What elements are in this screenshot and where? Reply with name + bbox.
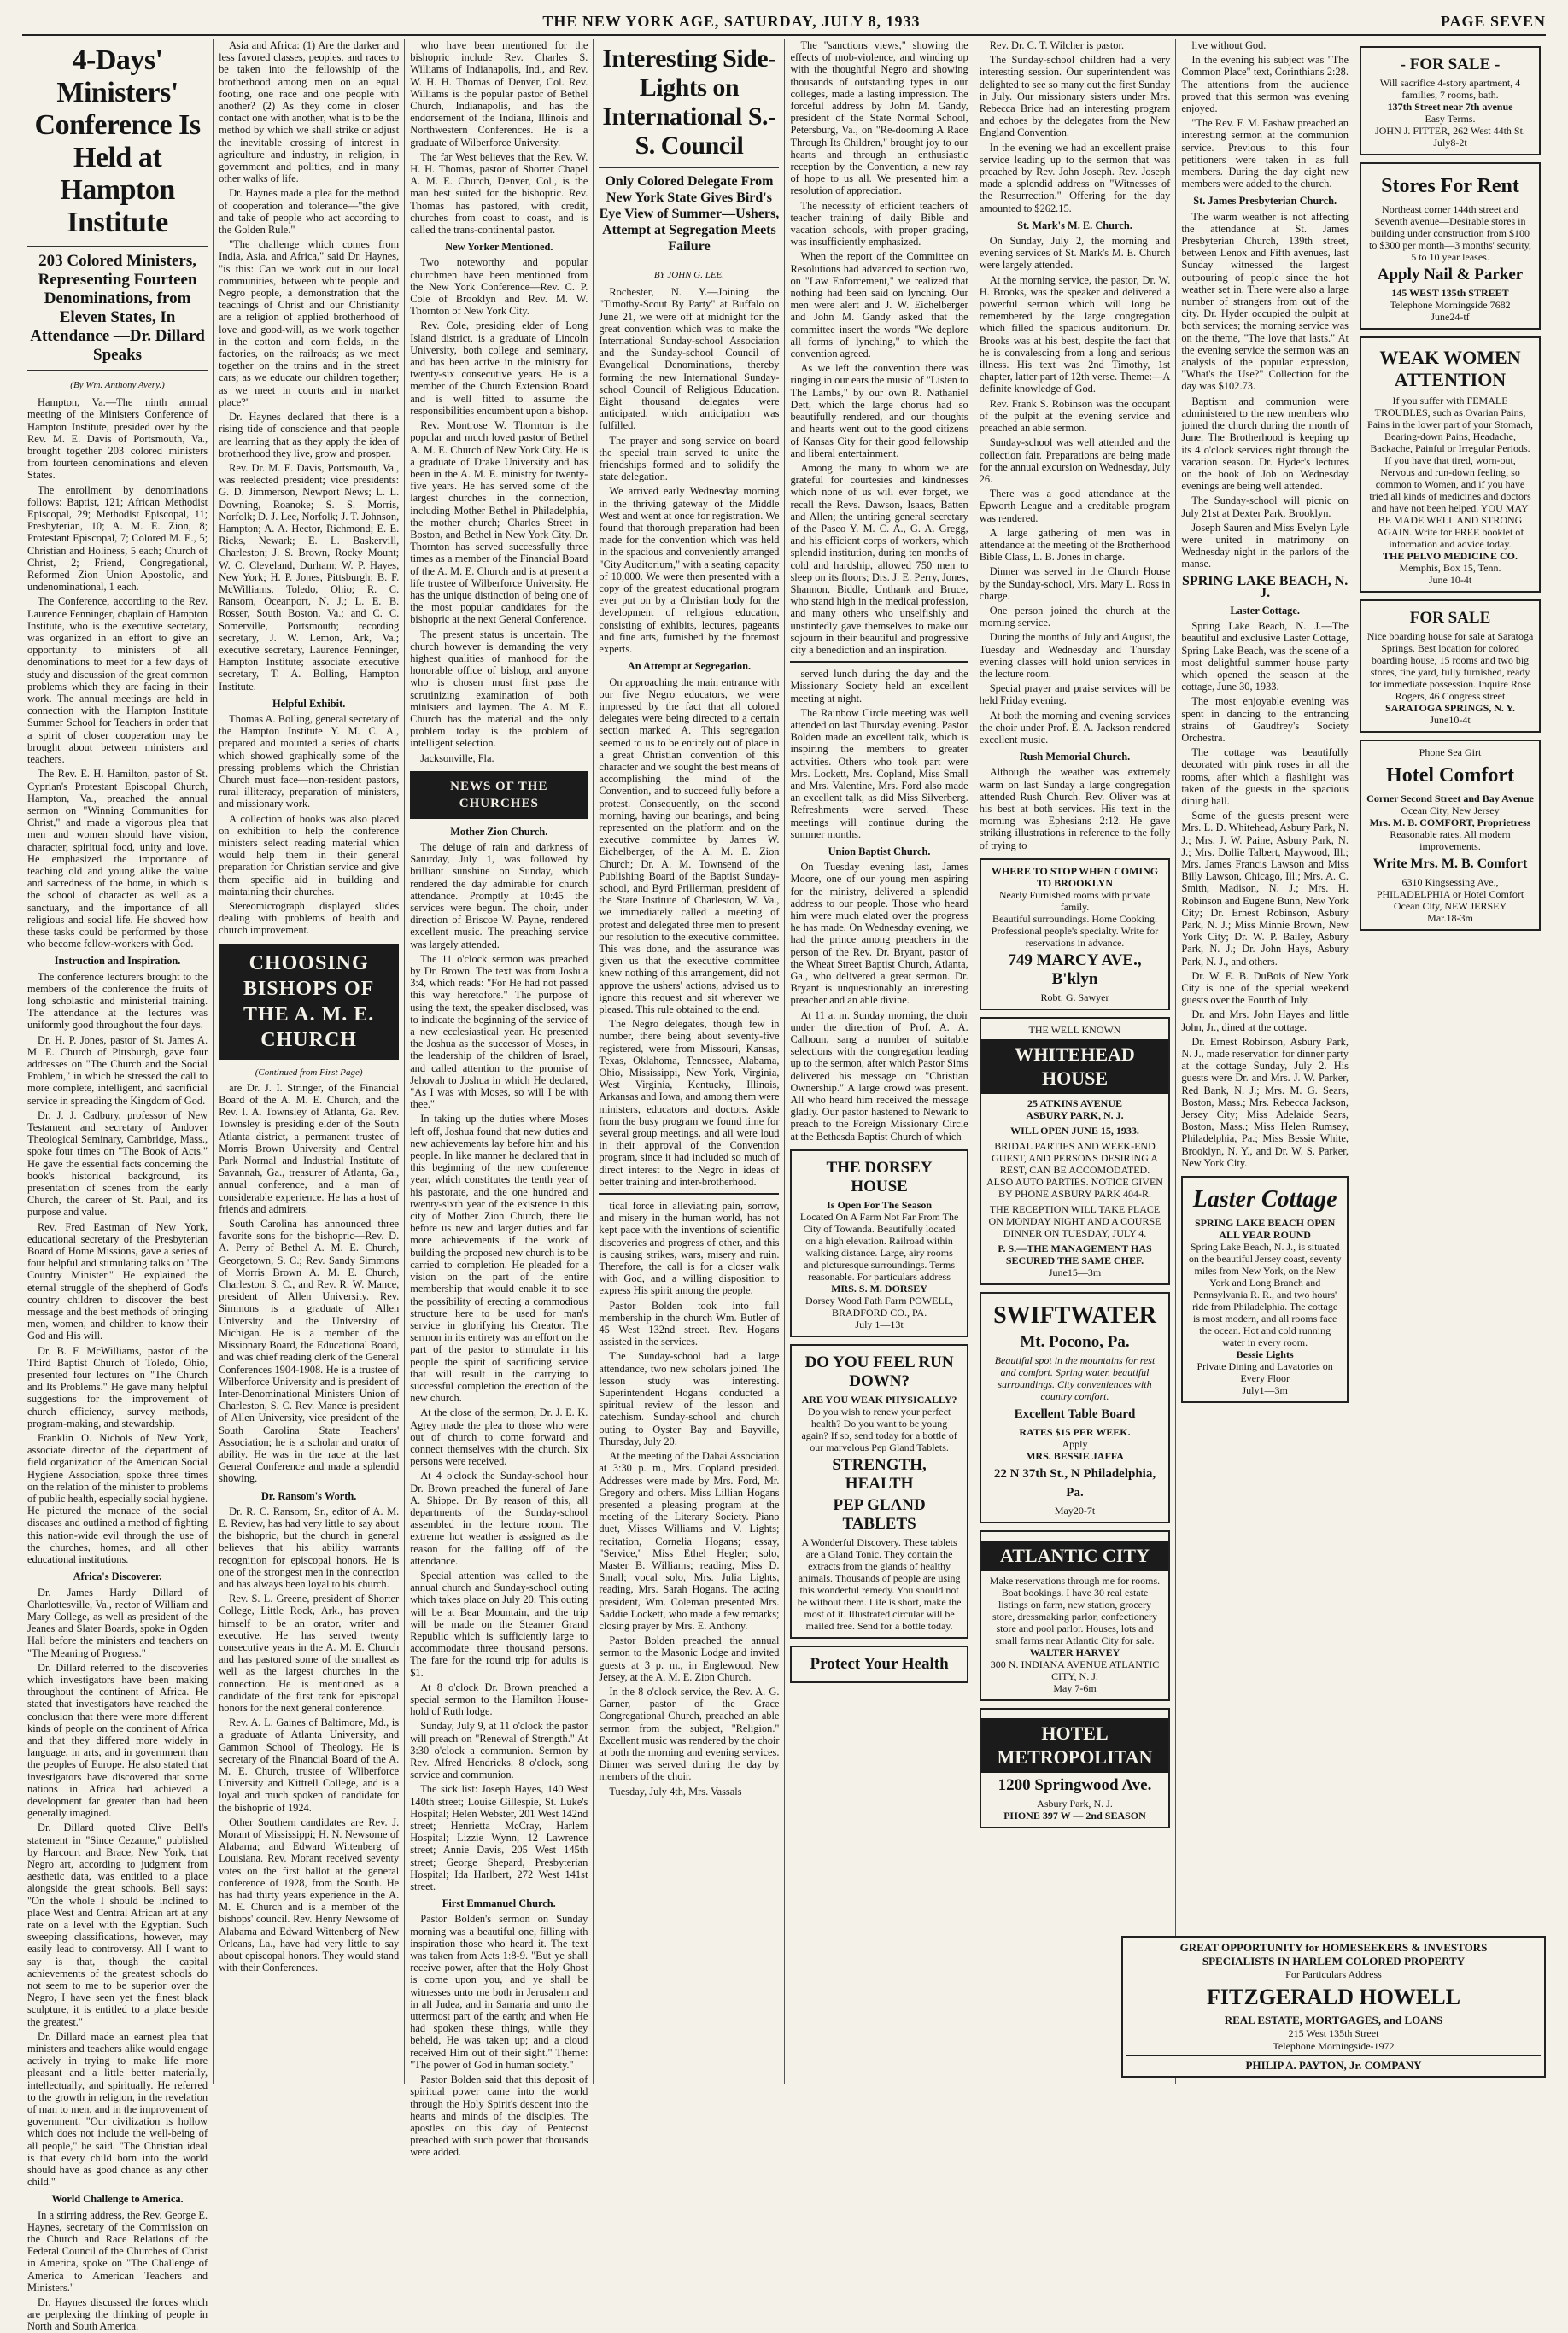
article-paragraph: Dr. and Mrs. John Hayes and little John, Jr., dined at the cottage. [1181,1009,1349,1033]
article-paragraph: When the report of the Committee on Resolutions had advanced to section two, on "Law Enforcement," we realized that nothing had been said on lynching. Our men were alert and J. W. Eichelberger and John M. Gandy asked that the committee insert the words "We deplore all forms of lynching," to which the convention agreed. [790,250,968,360]
ad-phone: PHONE 397 W — 2nd SEASON [1003,1809,1146,1821]
article-paragraph: In a stirring address, the Rev. George E. Haynes, secretary of the Commission on the Church and Race Relations of the Federal Council of the Churches of Christ in America, spoke on "The Challenge of America to American Teachers and Ministers." [27,2208,208,2294]
paragraph-group [980,235,1171,746]
article-paragraph: Although the weather was extremely warm on last Sunday a large congregation attended Rush Church. Rev. Oliver was at his best at both services. His text in the morning was Ephesians 2:12. He gave striking illustrations in reference to the folly of trying to [979,766,1171,851]
article-paragraph: Two noteworthy and popular churchmen have been mentioned from the New York Conference—Rev. C. P. Cole of Brooklyn and Rev. M. W. Thornton of New York City. [410,256,588,318]
paragraph-group [790,861,968,1143]
paragraph-group [27,1587,208,2189]
article-paragraph: tical force in alleviating pain, sorrow, and misery in the human world, has not kept pace with the inventions of scientific discoveries and progress of other, and this is causing strikes, wars, misery and ruin. Therefore, the call is for a closer walk with God, and a willing disposition to express His spirit among the people. [599,1200,780,1297]
ad-body: A Wonderful Discovery. These tablets are a Gland Tonic. They contain the extracts from the glands of healthy animals. Thousands of people are using this wonderful remedy. You should not be without them. Life is short, make the most of it. Illustrated circular will be mailed free. Send for a bottle today. [797,1535,962,1632]
article-paragraph: The Rev. E. H. Hamilton, pastor of St. Cyprian's Protestant Episcopal Church, Hampton, Va., preached the annual sermon on "Winning Communities for Christ," and made a vigorous plea that men and women should have vision, character, spiritual food, unity and love. He emphasized the importance of teaching old and young alike the value and sacredness of the home, in which is the school of character as well as a sanctuary, and the importance of all religious and social life. He showed how these tasks could be performed by those who become fellow-workers with God. [27,768,208,950]
ad-rates: RATES $15 PER WEEK. [1019,1425,1131,1438]
article-paragraph: Dr. R. C. Ransom, Sr., editor of A. M. E. Review, has had very little to say about the bishopric, but the church in general believes that his ability warrants recognition for episcopal honors. He is one of the strongest men in the connection and has always been loyal to his church. [219,1505,400,1590]
byline: (By Wm. Anthony Avery.) [70,380,165,390]
article-paragraph: The Sunday-school had a large attendance, two new scholars joined. The lesson study was interesting. Superintendent Hogans conducted a spiritual review of the lesson and catechism. Sunday-school and church outing to Oyster Bay and Bayville, Thursday, July 20. [599,1350,780,1447]
ad-apply: Apply Nail & Parker [1377,266,1524,284]
article-paragraph: Jacksonville, Fla. [420,751,494,764]
ad-sub: Private Dining and Lavatories on Every Floor [1196,1360,1333,1385]
article-paragraph: Dr. Dillard quoted Clive Bell's statement in "Since Cezanne," published by Harcourt and Brace, New York, that Negro art, according to judgment from aesthetic data, was entitled to a place alongside the great schools. Bell says: "On the whole I should be inclined to place West and Central African art at any rate on a level with the Egyptian. Such sweeping classifications, however, may easily lead to controversy. All I want to say is that, though the capital achievements of the greatest schools do not seem to me to be superior over the Negro, I have seen yet the finest black sculpture, it is entitled to a place beside the greatest." [27,1821,208,2028]
ad-sub: Mt. Pocono, Pa. [1020,1332,1130,1351]
column-5 [785,39,974,2084]
ad-line: PHILIP A. PAYTON, Jr. COMPANY [1126,2055,1541,2073]
ad-apply: Apply [1062,1437,1088,1450]
article-paragraph: At both the morning and evening services the choir under Prof. E. A. Jackson rendered excellent music. [979,709,1171,746]
article-paragraph: Dr. J. J. Cadbury, professor of New Testament and secretary of Andover Theological Seminary, Cambridge, Mass., spoke four times on "The Book of Acts." He gave the essential facts concerning the book's historical background, its presentation of scenes from the early Church, the career of St. Paul, and its purpose and value. [27,1108,208,1219]
article-paragraph: On Sunday, July 2, the morning and evening services of St. Mark's M. E. Church were largely attended. [979,235,1171,272]
section-subhead: St. James Presbyterian Church. [1193,195,1337,208]
article-paragraph: The Sunday-school children had a very interesting session. Our superintendent was delighted to see so many out the first Sunday in July. Our missionary sisters under Mrs. Rebecca Brice had an interesting program and echoes by the delegates from the New England Convention. [979,54,1171,139]
section-subhead: Dr. Ransom's Worth. [260,1489,357,1502]
article-paragraph: Some of the guests present were Mrs. L. D. Whitehead, Asbury Park, N. J.; Mrs. J. W. Paine, Asbury Park, N. J.; Mrs. Dollie Talbert, Maywood, Ill.; Mrs. James Francis Lawson and Miss Billy Lawson, Chicago, Ill.; Mrs. A. C. Smith, Madison, N. J.; Mrs. H. Robinson and Eugene Bunn, New York City; Dr. Ernest Robinson, Asbury Park, N. J.; Miss Minnie Brown, New York City; Dr. W. P. Bailey, Asbury Park, N. J.; Dr. John Hays, Asbury Park, N. J., and others. [1181,810,1349,968]
ad-stores-for-rent [1360,162,1541,330]
section-subhead: Laster Cottage. [1230,604,1300,617]
divider [599,1193,779,1195]
article-paragraph: "The Rev. F. M. Fashaw preached an interesting sermon at the communion service. Previous to this four petitioners were taken in as full members. During the day eight new members were added to the church. [1181,117,1349,190]
ad-title: - FOR SALE - [1400,56,1501,73]
article-paragraph: The deluge of rain and darkness of Saturday, July 1, was followed by brilliant sunshine on Sunday, which rendered the day admirable for church attendance. Promptly at 10:45 the services were begun. The choir, under direction of Briscoe W. Payne, rendered excellent music. The preaching service was largely attended. [410,840,588,950]
article-subhead-council: Only Colored Delegate From New York State Gives Bird's Eye View of Summer—Ushers, Attempt at Segregation Meets Failure [599,167,779,260]
ad-line: Is Open For The Season [827,1198,933,1211]
article-paragraph: The "sanctions views," showing the effects of mob-violence, and winding up with the thoughtful Negro and showing thousands of outstanding types in our colleges, made a lasting impression. The forceful address by John M. Gandy, president of the State Normal School, Petersburg, Va., on "Re-dooming A Race Through Its Children," brought joy to our hearts and through an enthusiastic reception by the Convention, a new ray of hope to us all. We presented him a resolution of appreciation. [790,39,968,197]
ad-write: Write Mrs. M. B. Comfort [1372,857,1528,871]
ad-title: SWIFTWATER [993,1301,1156,1329]
paragraph-group [1181,39,1349,190]
article-paragraph: The conference lecturers brought to the members of the conference the fruits of long scholastic and ministerial training. The attendance at the lectures was uniformly good throughout the four days. [27,970,208,1032]
ad-body: P. S.—THE MANAGEMENT HAS SECURED THE SAME CHEF. [998,1242,1152,1266]
page-number: PAGE SEVEN [1440,12,1546,30]
ad-title: Stores For Rent [1381,175,1519,197]
article-paragraph: In taking up the duties where Moses left off, Joshua found that new duties and new achievements lay before him and his people. In like manner he declared that in this beginning of the new conference year, which constitutes the tenth year of his pastorate, and the one hundred and twenty-sixth year of the existence in this city of Mother Zion Church, there lie before us new and larger duties and far more achievements if the work of building the proposed new church is to be carried to completion. He pleaded for a vision on the part of the entire membership that would enable it to see the possibility of erecting a commodious structure here to be used for man's service in glorifying his Creator. The sermon in its entirety was an effort on the part of the pastor to stimulate in his people the spirit of sacrificing service that will result in the carrying to successful completion the erection of the new church. [410,1113,588,1405]
article-paragraph: Pastor Bolden's sermon on Sunday morning was a beautiful one, filling with inspiration those who heard it. The text was taken from Acts 1:8-9. "But ye shall receive power, after that the Holy Ghost is come upon you, and ye shall be witnesses unto me both in Jerusalem and in all Judea, and in Samaria and unto the uttermost part of the earth; and when He had spoken these things, while they beheld, He was taken up; and a cloud received Him out of their sight." Theme: "The power of God in human society." [410,1913,588,2071]
ad-name: THE PELVO MEDICINE CO. [1383,550,1518,562]
article-paragraph: At 11 a. m. Sunday morning, the choir under the direction of Prof. A. A. Calhoun, sang a number of suitable selections with the congregation leading up to the sermon, after which Pastor Sims delivered his message on "Christian Ownership." A large crowd was present. All who heard him received the message gladly. Our pastor hastened to Newark to preach to the Foreign Missionary Circle at the Bethesda Baptist Church of which [790,1009,968,1143]
columns [22,39,1546,2333]
ad-terms: Easy Terms. [1425,113,1476,125]
ad-title: Hotel Comfort [1386,764,1514,786]
ad-name: JOHN J. FITTER, 262 West 44th St. [1375,125,1525,137]
paragraph-group [410,841,588,1892]
ad-pre: Phone Sea Girt [1419,746,1482,758]
paragraph-group [27,396,208,950]
ad-fitzgerald-howell [1121,1936,1546,2078]
ad-title: WHERE TO STOP WHEN COMING TO BROOKLYN [991,864,1159,889]
article-paragraph: Rev. Dr. M. E. Davis, Portsmouth, Va., was reelected president; vice presidents: G. D. Jimmerson, Newport News; L. L. Downing, Roanoke; S. S. Morris, Norfolk; D. J. Lee, Norfolk; J. T. Johnson, Hampton; A. A. Hector, Richmond; E. E. Ricks, Newark; E. L. Baskervill, Charleston; J. S. Brown, Rocky Mount; W. C. Cleveland, Durham; W. P. Hayes, New York; H. P. Jones, Pittsburgh; B. F. McWilliams, Toledo, Ohio; R. C. Ransom, Oceanport, N. J.; L. E. B. Rosser, South Boston, Va.; and C. C. Somerville, Portsmouth; recording secretary, J. W. Lemon, Ark, Va.; executive secretary, Laurence Fenninger, Hampton Institute; associate executive secretary, T. A. Bolling, Hampton Institute. [219,461,400,693]
continued-note: (Continued from First Page) [255,1067,363,1078]
article-headline-bishops: CHOOSING BISHOPS OF THE A. M. E. CHURCH [219,944,399,1060]
article-paragraph: Dr. H. P. Jones, pastor of St. James A. M. E. Church of Pittsburgh, gave four addresses on "The Church and the Social Problem," in which he stressed the call to more complete, intelligent, and sacrificial service in spreading the Kingdom of God. [27,1033,208,1107]
article-paragraph: Rev. Frank S. Robinson was the occupant of the pulpit at the evening service and preached an able sermon. [979,397,1171,435]
column-2 [214,39,405,2084]
ad-address: 6310 Kingsessing Ave., PHILADELPHIA or Hotel Comfort Ocean City, NEW JERSEY [1376,876,1524,912]
article-paragraph: Dr. Haynes made a plea for the method of cooperation and tolerance—"the give and take of people who act according to the Golden Rule." [219,187,400,237]
article-paragraph: Special attention was called to the annual church and Sunday-school outing which takes place on July 20. This outing will be at Bear Mountain, and the trip will be made on the Steamer Grand Republic which is sufficiently large to accommodate three thousand persons. The fare for the round trip for adults is $1. [410,1569,588,1679]
paragraph-group [219,1506,399,1974]
paragraph-group [27,2209,208,2333]
ad-city: Ocean City, New Jersey [1401,804,1500,816]
ad-body: Do you wish to renew your perfect health? Do you want to be young again? If so, send today for a bottle of our marvelous Pep Gland Tablets. [801,1405,957,1453]
article-subhead-hampton: 203 Colored Ministers, Representing Fourteen Denominations, from Eleven States, In Attendance —Dr. Dillard Speaks [27,246,208,371]
ad-body: Located On A Farm Not Far From The City of Towanda. Beautifully located on a high elevation. Railroad within walking distance. Large, airy rooms and picturesque surroundings. Terms reasonable. For particulars address [799,1210,959,1283]
masthead-title: THE NEW YORK AGE, SATURDAY, JULY 8, 1933 [542,12,921,30]
article-paragraph: The Rainbow Circle meeting was well attended on last Thursday evening. Pastor Bolden made an excellent talk, which is inspiring the members to greater activities. Others who took part were Mrs. Lockett, Mrs. Copland, Miss Small and Mrs. Valentine, Mrs. Ford also made an excellent talk, as did Miss Silverberg. Refreshments were served. These meetings will continue during the summer months. [790,706,968,840]
ad-line: SPECIALISTS IN HARLEM COLORED PROPERTY [1202,1955,1466,1968]
article-paragraph: The enrollment by denominations follows: Baptist, 121; African Methodist Episcopal, 29; Methodist Episcopal, 11; Presbyterian, 10; A. M. E. Zion, 8; Protestant Episcopal, 7; Colored M. E., 5; Christian and Holiness, 5 each; Church of Christ, 2; Friend, Congregational, Reformed Zion Union Apostolic, and undenominational, 1 each. [27,483,208,593]
article-headline-hampton: 4-Days' Ministers' Conference Is Held at Hampton Institute [34,44,201,238]
article-paragraph: Pastor Bolden said that this deposit of spiritual power came into the world through the Holy Spirit's descent into the hearts and minds of the disciples. The apostles on this day of Pentecost preached with such power that thousands were added. [410,2073,588,2159]
section-subhead: An Attempt at Segregation. [627,660,752,673]
ad-body: Reasonable rates. All modern improvements. [1390,828,1511,852]
ad-date: July 1—13t [855,1318,904,1330]
article-paragraph: We arrived early Wednesday morning in the thriving gateway of the Middle West and went at once for registration. We found that thorough preparation had been made for the convention which was held in the spacious and conveniently arranged "City Auditorium," with a seating capacity of 10,000. We were then presented with a copy of the greatest educational program ever put on by a Christian body for the development of religious education, consisting of exhibits, lectures, pageants and fine arts, furnished by the foremost experts. [599,485,780,656]
column-6 [974,39,1177,2084]
article-paragraph: The necessity of efficient teachers of teacher training of daily Bible and vacation schools, with proper grading, was insufficiently emphasized. [790,199,968,249]
paragraph-group [219,713,399,937]
article-paragraph: Dr. Ernest Robinson, Asbury Park, N. J., made reservation for dinner party at the cottage Sunday, July 2. His guests were Dr. and Mrs. J. W. Parker, Red Bank, N. J.; Mrs. M. G. Sears, Boston, Mass.; Mrs. Rebecca Jackson, Jersey City; Miss Adelaide Sears, Boston, Mass.; Miss Helen Rumsey, Philadelphia, Pa.; Miss Bessie White, Brooklyn, N. Y., and Dr. W. S. Parker, New York City. [1181,1035,1349,1169]
ad-address: 137th Street near 7th avenue [1387,101,1513,113]
article-paragraph: Rev. Cole, presiding elder of Long Island district, is a graduate of Lincoln University, both college and seminary, and has been active in the ministry for twenty-six consecutive years. He is a member of the Church Extension Board and is well fitted to assume the responsibilities encumbent upon a bishop. [410,319,588,417]
paragraph-group [1181,620,1349,1169]
ad-hotel-comfort [1360,740,1541,931]
article-paragraph: A collection of books was also placed on exhibition to help the conference ministers select reading material which would help them in their general preparation for Christian service and give them specific aid in building and maintaining their churches. [219,812,400,898]
section-subhead: First Emmanuel Church. [442,1897,556,1910]
article-paragraph: The most enjoyable evening was spent in dancing to the entrancing strains of Gaudfrey's Society Orchestra. [1181,695,1349,744]
article-paragraph: Rev. S. L. Greene, president of Shorter College, Little Rock, Ark., has proven himself to be an orator, writer and executive. He has served twenty consecutive years in the A. M. E. Church and has pastored some of the smallest as well as the largest churches in the connection. He is mentioned as a candidate of the first rank for episcopal honors for the next general conference. [219,1593,400,1714]
column-4 [594,39,785,2084]
paragraph-group [1181,211,1349,570]
ad-atlantic-city [980,1530,1171,1701]
article-paragraph: are Dr. J. I. Stringer, of the Financial Board of the A. M. E. Church, and the Rev. I. A. Townsley of Atlanta, Ga. Rev. Townsley is presiding elder of the South Atlanta district, a permanent trustee of Morris Brown University and Central Park Normal and Industrial Institute of Savannah, Ga., treasurer of Atlanta, Ga., annual conference, and a man of considerable experience. He has a host of friends and admirers. [219,1081,400,1215]
article-paragraph: The 11 o'clock sermon was preached by Dr. Brown. The text was from Joshua 3:4, which reads: "For He had not passed this way heretofore." The purpose of using the text, the speaker disclosed, was to indicate the beginning of the service of a new ecclesiastical year. He presented the Joshua as the successor of Moses, in the leadership of the children of Israel, and called attention to the promise of Jehovah to Joshua in which He declared, "As I was with Moses, so will I be with thee." [410,952,588,1111]
section-subhead: Africa's Discoverer. [73,1570,162,1583]
ad-address: 215 West 135th Street [1288,2027,1379,2039]
article-paragraph: Joseph Sauren and Miss Evelyn Lyle were united in matrimony on Wednesday night in the parlors of the manse. [1181,521,1349,570]
article-paragraph: At 4 o'clock the Sunday-school hour Dr. Brown preached the funeral of Jane A. Shippe. Dr. By reason of this, all departments of the Sunday-school assembled in the lecture room. The extreme hot weather is assigned as the reason for the falling off of the attendance. [410,1470,588,1567]
article-paragraph: who have been mentioned for the bishopric include Rev. Charles S. Williams of Indianapolis, Ind., and Rev. W. H. H. Thomas of Denver, Col. Rev. Williams is the popular pastor of Bethel Church, Indianapolis, and has the endorsement of the Indiana, Illinois and Northwestern Conferences. He is a graduate of Wilberforce University. [410,39,588,149]
article-paragraph: Dinner was served in the Church House by the Sunday-school, Mrs. Mary L. Ross in charge. [979,565,1171,602]
article-paragraph: served lunch during the day and the Missionary Society held an excellent meeting at night. [790,668,968,705]
ad-phone: Telephone Morningside-1972 [1273,2040,1395,2052]
ad-date: May20-7t [1054,1504,1096,1517]
ad-body: Northeast corner 144th street and Seventh avenue—Desirable stores in building under construction from $100 to $300 per month—3 months' security, 5 to 10 year leases. [1368,203,1532,263]
ad-protect-health [790,1646,968,1683]
ad-address: 1200 Springwood Ave. [998,1775,1152,1794]
ad-line: ARE YOU WEAK PHYSICALLY? [801,1393,957,1406]
article-paragraph: On Tuesday evening last, James Moore, one of our young men aspiring for the ministry, delivered a splendid address to our people. Those who heard him were much elated over the progress he has made. On Wednesday evening, we had the prince among preachers in the person of the Rev. Dr. Bryant, pastor of the Wheat Street Baptist Church, Atlanta, Ga., who delivered a great sermon. Dr. Bryant is unquestionably an interesting preacher and an able divine. [790,861,968,1007]
byline: BY JOHN G. LEE. [653,270,725,280]
ad-line: Beautiful surroundings. Home Cooking. [992,912,1157,925]
article-paragraph: Special prayer and praise services will be held Friday evening. [979,682,1171,707]
article-paragraph: Dr. James Hardy Dillard of Charlottesville, Va., rector of William and Mary College, as well as president of the Jeanes and Slater Boards, spoke in Ogden Hall before the ministers and teachers on "The Meaning of Progress." [27,1586,208,1659]
article-paragraph: Rev. Montrose W. Thornton is the popular and much loved pastor of Bethel A. M. E. Church of New York City. He is a graduate of Drake University and has been in the A. M. E. ministry for twenty-five years. He has served some of the largest churches in the connection, including Mother Bethel in Philadelphia, the mother church; Charles Street in Boston, and Bethel in New York City. Dr. Thornton has served successfully three times as a member of the Financial Board of the A. M. E. Church and is at present a life trustee of Wilberforce University. He has the unique distinction of being one of the most popular candidates for the bishopric at the next General Conference. [410,419,588,626]
ad-name: MRS. BESSIE JAFFA [1026,1449,1124,1462]
article-paragraph: The sick list: Joseph Hayes, 140 West 140th street; Louise Gillespie, St. Luke's Hospital; Helen Webster, 201 West 142nd street; Henrietta McCray, Harlem Hospital; Lizzie Wynn, 12 Lawrence street; Annie Davis, 205 West 145th street; George Shepard, Presbyterian Hospital; Ida Harlbert, 272 West 141st street. [410,1783,588,1893]
ad-address: Dorsey Wood Path Farm POWELL, BRADFORD CO., PA. [805,1294,954,1319]
ad-laster-cottage [1181,1176,1349,1403]
ad-title: HOTEL METROPOLITAN [981,1718,1169,1773]
article-paragraph: Dr. Haynes declared that there is a rising tide of conscience and that people are learning that as they apply the idea of brotherhood they live, grow and prosper. [219,411,400,459]
paragraph-group [599,1200,779,1798]
ad-date: July8-2t [1433,137,1467,149]
ad-title: WHITEHEAD HOUSE [981,1039,1169,1094]
ad-line: STRENGTH, HEALTH [832,1455,927,1493]
article-paragraph: Stereomicrograph displayed slides dealing with problems of health and church improvement. [219,900,400,937]
column-3 [405,39,594,2159]
article-paragraph: Spring Lake Beach, N. J.—The beautiful and exclusive Laster Cottage, Spring Lake Beach, was the scene of a most delightful summer house party which opened the season at the cottage, June 30, 1933. [1181,620,1349,693]
section-headline-churches: NEWS OF THE CHURCHES [410,771,588,819]
article-paragraph: Thomas A. Bolling, general secretary of the Hampton Institute Y. M. C. A., prepared and mounted a series of charts which showed graphically some of the pressing problems which the Christian Church must face—non-resident pastors, rural illiteracy, preparation of ministers, and missionary work. [219,712,400,810]
paragraph-group [599,286,779,655]
ad-body: THE RECEPTION WILL TAKE PLACE ON MONDAY NIGHT AND A COURSE DINNER ON TUESDAY, JULY 4. [988,1202,1161,1239]
article-paragraph: The present status is uncertain. The church however is demanding the very highest qualities of manhood for the honorable office of bishop, and anyone who is chosen must first pass the scrutinizing examination of both ministers and laymen. The A. M. E. Church has the material and the only problem today is the problem of intelligent selection. [410,628,588,750]
ad-body: Make reservations through me for rooms. Boat bookings. I have 30 real estate listings on farm, new station, grocery store, dressmaking parlor, confectionery store and pool parlor. Houses, lots and small farms near Atlantic City for sale. [989,1574,1161,1646]
ad-name: FITZGERALD HOWELL [1207,1985,1460,2009]
section-subhead: World Challenge to America. [51,2193,184,2206]
ad-date: June15—3m [1048,1266,1102,1278]
ad-body: BRIDAL PARTIES AND WEEK-END GUEST, AND PERSONS DESIRING A REST, CAN BE ACCOMODATED. ALSO AUTO PARTIES. NOTICE GIVEN BY PHONE ASBURY PARK 404-R. [986,1139,1163,1200]
article-paragraph: At 8 o'clock Dr. Brown preached a special sermon to the Hamilton House-hold of Ruth lodge. [410,1681,588,1718]
article-paragraph: Asia and Africa: (1) Are the darker and less favored classes, peoples, and races to be taken into the fellowship of the brotherhood among men on an equal footing, one race and one people with another? (2) As they come in closer contact one with another, what is to be the method by which we shall strike or adjust the inevitable crossing of interest in agriculture and industry, in religion, in government and politics, and in many other walks of life. [219,39,400,185]
article-paragraph: Sunday-school was well attended and the collection fair. Preparations are being made for the annual excursion on Wednesday, July 26. [979,436,1171,485]
article-paragraph: One person joined the church at the morning service. [979,604,1171,629]
article-paragraph: At the morning service, the pastor, Dr. W. H. Brooks, was the speaker and delivered a powerful sermon which will long be remembered by the large congregation which filled the spacious auditorium. Dr. Brooks was at his best, despite the fact that he is convalescing from a long and serious illness. His text was 2nd Timothy, 1st chapter, latter part of 12th verse. Theme:—A definite knowledge of God. [979,273,1171,395]
paragraph-group [980,766,1171,851]
ad-pep-gland [790,1344,968,1639]
ad-city: Asbury Park, N. J. [1037,1797,1113,1810]
ad-address: 300 N. INDIANA AVENUE ATLANTIC CITY, N. J. [990,1658,1160,1682]
article-paragraph: On approaching the main entrance with our five Negro educators, we were impressed by the fact that all colored delegates were being directed to a certain section marked A. This segregation seemed to us to be entirely out of place in a great Christian convention of this character and we sought the best means of accomplishing the mind of the Convention, and to succeed fully before a protest. Consequently, on the second morning, having our bearings, and being represented on the platform and on the executive committee by James W. Eichelberger, of the A. M. E. Zion Church; Dr. A. M. Townsend of the Publishing Board of the Baptist Sunday-school, and Byrd Prillerman, president of the State Institute of Charleston, W. Va., we immediately called a meeting of protest and delegated three men to present our resolution to the executive committee. This was done, and the assurance was given us that the executive committee knew nothing of this arrangement, did not approve the ushers' actions, advised us to ignore this request and sit wherever we pleased. This rule obtained to the end. [599,675,780,1015]
article-paragraph: South Carolina has announced three favorite sons for the bishopric—Rev. D. A. Perry of Bethel A. M. E. Church, Georgetown, S. C.; Rev. Sandy Simmons of Morris Brown A. M. E. Church, Charleston, S. C., and Rev. R. W. Mance, president of Allen University. Rev. Simmons is a graduate of Allen University and the University of Michigan. He is a member of the Missionary Board, the Educational Board, and was chief reading clerk of the General Conferences 1904-1908. He is a trustee of Wilberforce University and is president of Inter-Denominational Ministers Union of Charleston, S. C. Rev. Mance is president of Allen University, vice president of the South Carolina State Teachers' Association; he is a scholar and orator of ability. He was in the race at the last General Conference and made a splendid showing. [219,1218,400,1485]
paragraph-group [410,1913,588,2158]
article-paragraph: Pastor Bolden took into full membership in the church Wm. Butler of 45 West 132nd street. Rev. Hogans assisted in the services. [599,1299,780,1348]
article-paragraph: The Conference, according to the Rev. Laurence Fenninger, chaplain of Hampton Institute, who is the executive secretary, was organized in an effort to give an opportunity to ministers of all denominations to meet for a few days of study and discussion of the great common problems which they are facing in their work. The annual meetings are held in connection with the Hampton Institute Summer School for Teachers in order that a spirit of closer cooperation may be brought about between ministers and teachers. [27,595,208,766]
article-paragraph: Tuesday, July 4th, Mrs. Vassals [609,1785,742,1798]
ad-name: MRS. S. M. DORSEY [831,1282,927,1295]
ad-for-sale-apartment [1360,46,1541,155]
article-paragraph: Dr. B. F. McWilliams, pastor of the Third Baptist Church of Toledo, Ohio, presented four lectures on "The Church and Its Problems." He gave many helpful suggestions for the improvement of church efficiency, survey methods, program-making, and stewardship. [27,1344,208,1430]
ad-address: 749 MARCY AVE., B'klyn [1008,950,1142,988]
article-paragraph: Dr. Dillard made an earnest plea that ministers and teachers alike would engage actively in trying to make life more pleasant and a little better materially, intellectually, and spiritually. He referred to the growth in religion, in the revelation of man to men, and in the improvement of government. "Our civilization is hollow which does not include the well-being of all people," he said. "The Christian ideal is that every child born into the world should have as good chance as any other child." [27,2030,208,2189]
ad-body: Spring Lake Beach, N. J., is situated on the beautiful Jersey coast, seventy miles from New York, on the New York and Long Branch and Pennsylvania R. R., and two hours' ride from Philadelphia. The cottage is most modern, and all rooms face the ocean. Hot and cold running water in every room. [1188,1241,1342,1349]
ad-name: WALTER HARVEY [1029,1646,1120,1658]
article-paragraph: The prayer and song service on board the special train served to unite the friendships formed and to solidify the state delegation. [599,434,780,483]
article-paragraph: A large gathering of men was in attendance at the meeting of the Brotherhood Bible Class, L. B. Jones in charge. [979,526,1171,564]
article-paragraph: In the 8 o'clock service, the Rev. A. G. Garner, pastor of the Grace Congregational Church, preached an able sermon from the subject, "Religion." Excellent music was rendered by the choir at both the morning and evening services. Dinner was served during the day by members of the choir. [599,1685,780,1783]
ad-line: PEP GLAND TABLETS [833,1495,926,1533]
ad-date: June 10-4t [1428,574,1472,586]
article-paragraph: Dr. Haynes discussed the forces which are perplexing the thinking of people in North and South America. [27,2296,208,2333]
section-headline-spring-lake: SPRING LAKE BEACH, N. J. [1182,573,1349,600]
ad-open: WILL OPEN JUNE 15, 1933. [1010,1124,1139,1137]
section-subhead: Instruction and Inspiration. [54,955,181,968]
ad-date: July1—3m [1242,1384,1288,1397]
ad-name: Mrs. M. B. COMFORT, Proprietress [1369,816,1531,828]
article-paragraph: Among the many to whom we are grateful for courtesies and kindnesses which none of us will ever forget, we recall the Revs. Dawson, Isaacs, Batten and Allen; the untiring general secretary of the Paseo Y. M. C. A., G. A. Gregg, and his efficient corps of workers, which splendid institution, during ten months of cold and hardship, allowed 750 men to sleep on its floors; Drs. J. E. Perry, Jones, Shannon, Biddle, Unthank and Bruce, who stand high in the medical profession, and many others who unselfishly and unstintedly gave themselves to make our sojourn in their beautiful and progressive city a benediction and an inspiration. [790,461,968,656]
article-paragraph: As we left the convention there was ringing in our ears the music of "Listen to The Lambs," by our own R. Nathaniel Dett, which the large chorus had so beautifully rendered, and our thoughts and hearts went out to the good citizens of Kansas City for their good fellowship and liberal entertainment. [790,362,968,459]
article-paragraph: live without God. [1191,39,1267,51]
article-paragraph: The Sunday-school will picnic on July 21st at Dexter Park, Brooklyn. [1181,494,1349,519]
ad-date: June24-tf [1431,311,1470,323]
ad-line: SPRING LAKE BEACH OPEN ALL YEAR ROUND [1194,1217,1336,1242]
ad-dorsey-house [790,1149,968,1337]
ad-whitehead-house [980,1017,1171,1285]
ad-date: May 7-6m [1053,1681,1097,1694]
ad-address: 145 WEST 135th STREET [1391,287,1509,299]
article-paragraph: Other Southern candidates are Rev. J. Morant of Mississippi; H. N. Newsome of Alabama; and Edward Wittenberg of Louisiana. Rev. Morant received seventy votes on the first ballot at the general conference of 1928, from the South. He has had thirty years experience in the A. M. E. Church and is a member of the bishops' council. Rev. Henry Newsome of Alabama and Edward Wittenberg of New Orleans, La., have had very little to say about episcopal honors. They would stand with their Conferences. [219,1816,400,1974]
article-paragraph: Rev. Dr. C. T. Wilcher is pastor. [989,39,1125,51]
section-subhead: St. Mark's M. E. Church. [1017,219,1132,231]
paragraph-group [980,39,1171,214]
article-paragraph: The warm weather is not affecting the attendance at St. James Presbyterian Church, 139th street, between Lenox and Fifth avenues, last Sunday witnessed the largest outpouring of people since the hot weather set in. There were also a large number of strangers from out of the city. Dr. Hyder occupied the pulpit at both services; the morning service was on the theme, "The love that lasts." At the evening service the sermon was an analysis of the popular expression, "What's the Use?" Collection for the day was $102.73. [1181,210,1349,393]
column-1 [22,39,214,2333]
ad-for-sale-boarding [1360,599,1541,733]
article-paragraph: Baptism and communion were administered to the new members who joined the church during the month of June. The Brotherhood is keeping up its 4 o'clock services right through the vacation season. Dr. Hyder's lectures on the book of Job on Wednesday evenings are being well attended. [1181,395,1349,493]
article-paragraph: There was a good attendance at the Epworth League and a creditable program was rendered. [979,488,1171,524]
article-paragraph: "The challenge which comes from India, Asia, and Africa," said Dr. Haynes, "is this: Can we work out in our local communities, between white people and Negro people, a demonstration that the teachings of Christ and our Christianity are a religion of applied brotherhood of love and good-will, as we work together in the cotton and corn fields, in the factories, on the railroads; as we meet together on the trains and in the street cars; as we educate our children together; as we meet in courts and in market place?" [219,238,400,408]
ad-city: ASBURY PARK, N. J. [1026,1108,1124,1121]
ad-name: Bessie Lights [1236,1348,1294,1361]
ad-title: THE DORSEY HOUSE [826,1158,933,1196]
paragraph-group [790,668,968,840]
ad-line: Professional people's specialty. Write for reservations in advance. [991,924,1159,949]
section-subhead: New Yorker Mentioned. [445,241,553,254]
ad-title: ATLANTIC CITY [981,1541,1169,1571]
ad-address: 25 ATKINS AVENUE [1027,1096,1122,1109]
article-paragraph: In the evening we had an excellent praise service leading up to the sermon that was preached by Rev. John Joseph. Rev. Joseph made a splendid address on "Witnesses of the Resurrection." Offering for the day amounted to $262.15. [979,141,1171,214]
ad-body: If you suffer with FEMALE TROUBLES, such as Ovarian Pains, Pains in the lower part of your Stomach, Bearing-down Pains, Headache, Backache, Painful or Irregular Periods. If you have that tired, worn-out, Nervous and run-down feeling, so common to Women, and if you have tried all kinds of medicines and doctors and have not been helped. YOU MAY BE MADE WELL AND STRONG AGAIN. Write for FREE booklet of information and advice today. [1367,395,1533,550]
article-paragraph: Pastor Bolden preached the annual sermon to the Masonic Lodge and invited guests at 3 p. m., in Englewood, New Jersey, at the A. M. E. Zion Church. [599,1634,780,1683]
ad-address: 22 N 37th St., N Philadelphia, Pa. [993,1466,1156,1500]
paragraph-group [410,256,588,763]
ad-title: FOR SALE [1409,609,1491,627]
article-paragraph: Rev. A. L. Gaines of Baltimore, Md., is a graduate of Atlanta University, and Gammon School of Theology. He is secretary of the Financial Board of the A. M. E. Church, trustee of Wilberforce University and Kittrell College, and is a loyal and much spoken of candidate for the bishopric of 1924. [219,1716,400,1814]
ad-phone: Telephone Morningside 7682 [1390,299,1511,311]
ad-line: GREAT OPPORTUNITY for HOMESEEKERS & INVESTORS [1179,1941,1488,1954]
section-subhead: Helpful Exhibit. [272,697,346,710]
section-subhead: Union Baptist Church. [828,845,931,857]
ad-pre: THE WELL KNOWN [1028,1023,1121,1036]
article-paragraph: At the meeting of the Dahai Association at 3:30 p. m., Mrs. Copland presided. Addresses were made by Mrs. Ford, Mr. Gregory and others. Miss Lillian Hogans presented a pleasing program at the meeting of the Literary Society. Piano duet, Misses Williams and V. Lights; recitation, Cornelia Hogans; essay, "Service," Miss Ethel Hegler; solo, Master B. Williams; reading, Miss D. Small; vocal solo, Mrs. Julia Lights, reading, Mrs. Sarah Hogans. The acting president, Wm. Coleman presented Mrs. Saddie Lockett, who made a few remarks; closing prayer by Mrs. E. Anthony. [599,1450,780,1632]
ad-body: Beautiful spot in the mountains for rest and comfort. Spring water, beautiful surroundings. City conveniences with country comfort. [994,1354,1156,1402]
divider [790,661,968,663]
ad-address: Memphis, Box 15, Tenn. [1399,562,1501,574]
ad-title: WEAK WOMEN ATTENTION [1379,347,1521,390]
ad-line: For Particulars Address [1285,1968,1382,1980]
ad-swiftwater [980,1292,1171,1523]
paragraph-group [599,676,779,1189]
article-paragraph: In the evening his subject was "The Common Place" text, Corinthians 2:28. The attentions from the audience proved that this sermon was evening enjoyed. [1181,54,1349,115]
article-paragraph: Rochester, N. Y.—Joining the "Timothy-Scout By Party" at Buffalo on June 21, we were off at midnight for the great convention which was to make the International Sunday-school Association and the Sunday-school Council of Evangelical Denominations, thereby forming the new International Sunday-school Council of Religious Education. Eight thousand delegates were anticipated, which anticipation was fulfilled. [599,286,780,432]
paragraph-group [27,971,208,1566]
ad-brooklyn-rooms [980,858,1171,1010]
article-paragraph: During the months of July and August, the Tuesday and Wednesday and Thursday evening classes will hold union services in the lecture room. [979,631,1171,680]
ad-sub: REAL ESTATE, MORTGAGES, and LOANS [1224,2014,1443,2026]
paragraph-group [410,39,588,236]
ad-hotel-metropolitan [980,1708,1171,1828]
section-subhead: Rush Memorial Church. [1019,751,1131,763]
article-paragraph: The cottage was beautifully decorated with pink roses in all the rooms, after which a flashlight was taken of the guests in the spacious dining hall. [1181,746,1349,807]
article-paragraph: Dr. W. E. B. DuBois of New York City is one of the special weekend guests over the Fourth of July. [1181,969,1349,1007]
ad-weak-women [1360,336,1541,593]
ad-title: Laster Cottage [1192,1186,1337,1213]
section-subhead: Mother Zion Church. [450,825,548,838]
article-paragraph: Dr. Dillard referred to the discoveries which investigators have been making throughout the continent of Africa. He stated that investigators have reached the conclusion that there were more different kinds of people on the continent of Africa and that they differed more widely in language, in arts, and in government than the peoples of Europe. He also stated that investigators have discovered that some nations in Africa had achieved a development far greater than had been generally imagined. [27,1661,208,1820]
article-headline-council: Interesting Side-Lights on International S.-S. Council [602,44,776,160]
paragraph-group [790,39,968,656]
article-paragraph: Franklin O. Nichols of New York, associate director of the department of field organization of the American Social Hygiene Association, spoke three times on the relation of the minister to problems of public health, especially social hygiene. He pictured the menace of the social diseases and outlined a method of fighting this nation-wide evil through the use of the churches, homes, and all other educational institutions. [27,1432,208,1566]
ad-name: Robt. G. Sawyer [1040,991,1109,1003]
ad-date: Mar.18-3m [1427,912,1473,924]
article-paragraph: The Negro delegates, though few in number, there being about seventy-five registered, were from Missouri, Kansas, Texas, Oklahoma, Tennessee, Alabama, Ohio, Mississippi, New York, Virginia, West Virginia, Kentucky, Illinois, Arkansas and Iowa, and among them were ministers, educators and doctors. Aside from the busy program we found time for several group meetings, and all were loud in their approval of the Convention program, since it had included so much of direct interest to the Negro in ideas of better training and inter-brotherhood. [599,1018,780,1188]
ad-date: June10-4t [1430,714,1471,726]
column-7 [1176,39,1354,2084]
paragraph-group [219,39,399,693]
article-paragraph: Sunday, July 9, at 11 o'clock the pastor will preach on "Renewal of Strength." At 3:30 o'clock a communion. Sermon by Rev. Alfred Hendricks. 8 o'clock, song service and communion. [410,1720,588,1781]
article-paragraph: The far West believes that the Rev. W. H. H. Thomas, pastor of Shorter Chapel A. M. E. Church, Denver, Col., is the man best suited for the bishopric. Rev. Thomas has pastored, with credit, churches from coast to coast, and is called the trans-continental pastor. [410,150,588,237]
article-paragraph: At the close of the sermon, Dr. J. E. K. Agrey made the plea to those who were out of church to come forward and connect themselves with the church. Six persons were received. [410,1406,588,1468]
masthead [22,9,1546,36]
paragraph-group [219,1082,399,1485]
ad-title: DO YOU FEEL RUN DOWN? [804,1353,954,1390]
article-paragraph: Rev. Fred Eastman of New York, educational secretary of the Presbyterian Board of Home Missions, gave a series of four helpful and stimulating talks on "The Country Minister." He explained the eternal struggle of the shepherd of God's country children to discover the best message and the best methods of bringing men, women, and children to know their God and His will. [27,1220,208,1342]
ad-title: Protect Your Health [810,1654,949,1673]
ad-address: SARATOGA SPRINGS, N. Y. [1384,702,1516,714]
column-8 [1354,39,1546,2084]
ad-line: Nearly Furnished rooms with private family. [998,888,1151,913]
article-paragraph: Hampton, Va.—The ninth annual meeting of the Ministers Conference of Hampton Institute, presided over by the Rev. M. E. Davis of Portsmouth, Va., brought together 203 colored ministers from fourteen denominations and eleven States. [27,396,208,482]
ad-body: Will sacrifice 4-story apartment, 4 families, 7 rooms, bath. [1379,77,1521,101]
ad-address: Corner Second Street and Bay Avenue [1366,792,1534,804]
ad-body: Nice boarding house for sale at Saratoga Springs. Best location for colored boarding house, 15 rooms and two big stores, fine yard, fully furnished, ready for immediate possession. Inquire Rose Rogers, 46 Congress street [1366,630,1534,702]
ad-line: Excellent Table Board [1014,1406,1136,1421]
